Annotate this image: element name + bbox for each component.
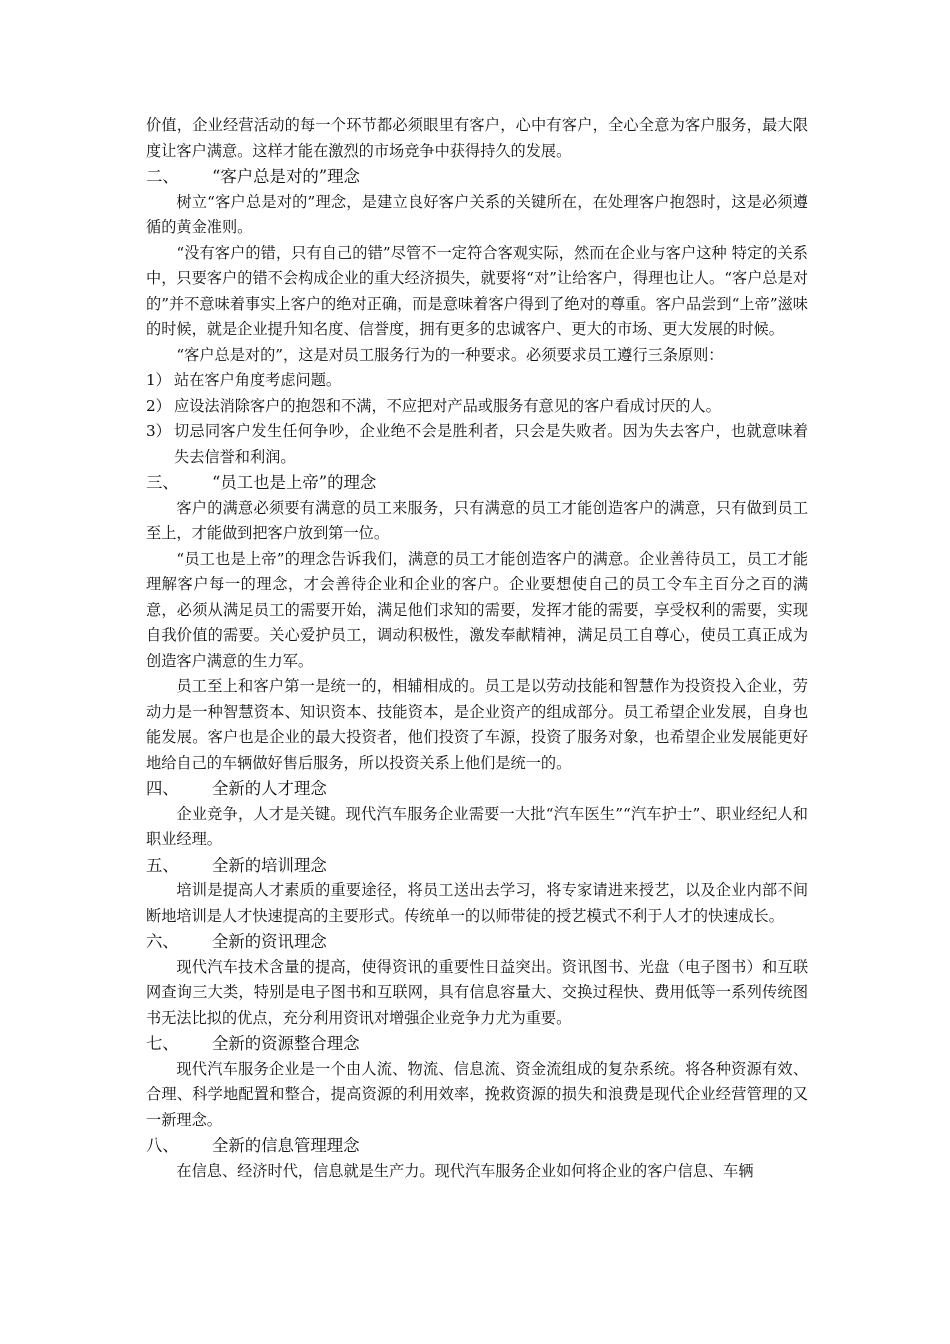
paragraph: 现代汽车技术含量的提高，使得资讯的重要性日益突出。资讯图书、光盘（电子图书）和互联网查询三大类，特别是电子图书和互联网，具有信息容量大、交换过程快、费用低等一系列传统图书无法比拟的优点，充分利用资讯对增强企业竞争力尤为重要。: [146, 957, 808, 1027]
paragraph: 在信息、经济时代，信息就是生产力。现代汽车服务企业如何将企业的客户信息、车辆: [176, 1161, 754, 1180]
section-heading: [146, 1133, 808, 1159]
section-heading: [146, 164, 808, 190]
section-title: 全新的信息管理理念: [212, 1136, 360, 1155]
document-page: [146, 113, 808, 1184]
section-title: 全新的培训理念: [212, 855, 327, 875]
section-heading: [146, 1031, 808, 1057]
paragraph: “客户总是对的”，这是对员工服务行为的一种要求。必须要求员工遵行三条原则：: [176, 345, 724, 364]
section-number: 七、: [146, 1034, 179, 1053]
section-title: “员工也是上帝”的理念: [212, 473, 377, 492]
paragraph: 培训是提高人才素质的重要途径，将员工送出去学习，将专家请进来授艺，以及企业内部不间断地培训是人才快速提高的主要形式。传统单一的以师带徒的授艺模式不利于人才的快速成长。: [146, 881, 808, 925]
list-number: 2）: [146, 396, 171, 415]
section-heading: [146, 776, 808, 802]
section-number: 三、: [146, 473, 179, 492]
list-text: 应设法消除客户的抱怨和不满，不应把对产品或服务有意见的客户看成讨厌的人。: [174, 396, 721, 415]
paragraph: 员工至上和客户第一是统一的，相辅相成的。员工是以劳动技能和智慧作为投资投入企业，劳动力是一种智慧资本、知识资本、技能资本，是企业资产的组成部分。员工希望企业发展，自身也能发展。客户也是企业的最大投资者，他们投资了车源，投资了服务对象，也希望企业发展能更好地给自己的车辆做好售后服务，所以投资关系上他们是统一的。: [146, 677, 808, 772]
section-number: 六、: [146, 932, 179, 951]
list-item: [146, 419, 808, 470]
paragraph: 现代汽车服务企业是一个由人流、物流、信息流、资金流组成的复杂系统。将各种资源有效、合理、科学地配置和整合，提高资源的利用效率，挽救资源的损失和浪费是现代企业经营管理的又一新理念。: [146, 1059, 808, 1129]
section-title: 全新的资源整合理念: [212, 1034, 360, 1053]
section-number: 四、: [146, 779, 179, 798]
section-heading: [146, 470, 808, 496]
paragraph: 企业竞争，人才是关键。现代汽车服务企业需要一大批“汽车医生”“汽车护士”、职业经纪人和职业经理。: [146, 804, 808, 848]
section-title: 全新的资讯理念: [212, 932, 327, 951]
list-item: [146, 394, 808, 420]
list-item: [146, 368, 808, 394]
section-number: 八、: [146, 1136, 179, 1155]
paragraph: 客户的满意必须要有满意的员工来服务，只有满意的员工才能创造客户的满意，只有做到员工至上，才能做到把客户放到第一位。: [146, 498, 808, 542]
paragraph: “没有客户的错，只有自己的错”尽管不一定符合客观实际，然而在企业与客户这种 特定的关系中，只要客户的错不会构成企业的重大经济损失，就要将“对”让给客户，得理也让人。“客户总是对的”并不意味着事实上客户的绝对正确，而是意味着客户得到了绝对的尊重。客户品尝到“上帝”滋味的时候，就是企业提升知名度、信誉度，拥有更多的忠诚客户、更大的市场、更大发展的时候。: [146, 243, 808, 338]
paragraph: “员工也是上帝”的理念告诉我们，满意的员工才能创造客户的满意。企业善待员工，员工才能理解客户每一的理念，才会善待企业和企业的客户。企业要想使自己的员工令车主百分之百的满意，必须从满足员工的需要开始，满足他们求知的需要，发挥才能的需要，享受权利的需要，实现自我价值的需要。关心爱护员工，调动积极性，激发奉献精神，满足员工自尊心，使员工真正成为创造客户满意的生力军。: [146, 549, 808, 670]
section-title: 全新的人才理念: [212, 779, 327, 798]
list-number: 1）: [146, 371, 171, 389]
list-number: 3）: [146, 422, 171, 440]
section-title: “客户总是对的”理念: [212, 167, 360, 186]
paragraph: 价值，企业经营活动的每一个环节都必须眼里有客户，心中有客户，全心全意为客户服务，最大限度让客户满意。这样才能在激烈的市场竞争中获得持久的发展。: [146, 116, 808, 160]
section-number: 二、: [146, 167, 179, 186]
section-number: 五、: [146, 855, 179, 875]
list-text: 站在客户角度考虑问题。: [174, 371, 342, 389]
list-text: 切忌同客户发生任何争吵，企业绝不会是胜利者，只会是失败者。因为失去客户，也就意味着失去信誉和利润。: [174, 422, 808, 466]
section-heading: [146, 853, 808, 879]
section-heading: [146, 929, 808, 955]
paragraph: 树立“客户总是对的”理念，是建立良好客户关系的关键所在，在处理客户抱怨时，这是必须遵循的黄金准则。: [146, 192, 808, 236]
